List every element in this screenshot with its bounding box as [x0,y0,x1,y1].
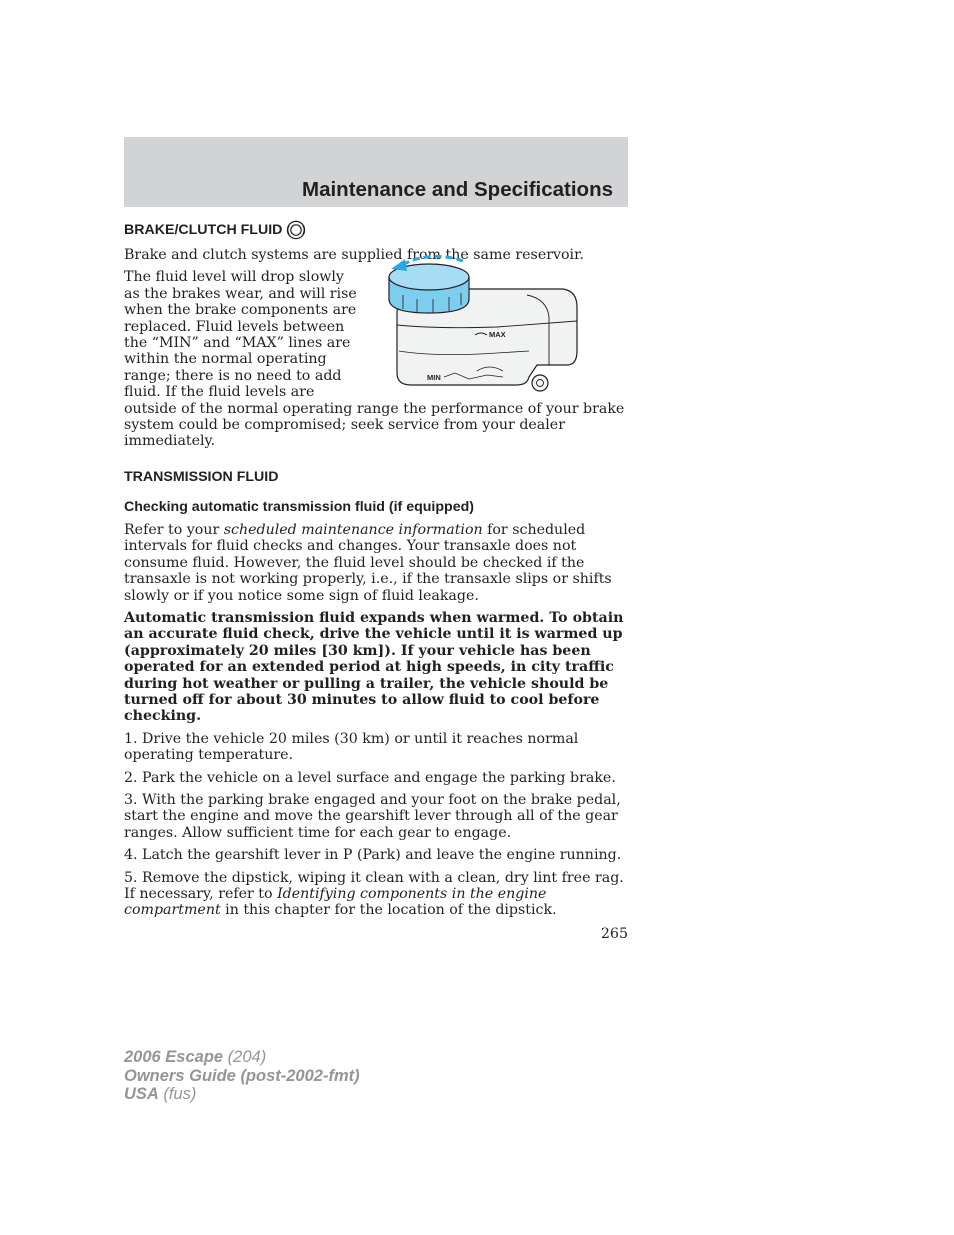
transmission-paragraph [124,522,629,604]
step-5 [124,870,629,919]
transmission-subheading: Checking automatic transmission fluid (if equipped) [124,498,474,515]
step-text: 5. Remove the dipstick, wiping it clean with a clean, dry lint free rag. If necessary, refer to [124,869,624,902]
footer-line-3 [124,1085,360,1104]
footer [124,1048,360,1104]
page-title: Maintenance and Specifications [302,178,613,201]
transmission-heading: TRANSMISSION FLUID [124,468,279,485]
warning-paragraph: Automatic transmission fluid expands when warmed. To obtain an accurate fluid check, drive the vehicle until it is warmed up (approximately 20 miles [30 km]). If your vehicle has been operated for an extended period at high speeds, in city traffic during hot weather or pulling a trailer, the vehicle should be turned off for about 30 minutes to allow fluid to cool before checking. [124,609,624,725]
brake-heading-text: BRAKE/CLUTCH FLUID [124,222,283,238]
para-text: for scheduled intervals for fluid checks and changes. Your transaxle does not consume fluid. However, the fluid level should be checked if the transaxle is not working properly, i.e., if the transaxle slips or shifts slowly or if you notice some sign of fluid leakage. [124,521,612,604]
step-2: 2. Park the vehicle on a level surface and engage the parking brake. [124,769,616,786]
maintenance-reference: scheduled maintenance information [223,521,483,538]
main-content [124,220,629,925]
footer-model: 2006 Escape [124,1048,224,1066]
footer-guide: Owners Guide (post-2002-fmt) [124,1066,360,1085]
footer-market: USA [124,1085,159,1103]
brake-body-wrap [124,269,629,455]
footer-line-1 [124,1048,360,1067]
engine-compartment-reference: Identifying components in the engine compartment [124,886,547,919]
step-3: 3. With the parking brake engaged and your foot on the brake pedal, start the engine and move the gearshift lever through all of the gear ranges. Allow sufficient time for each gear to engage. [124,791,621,841]
step-text: in this chapter for the location of the dipstick. [220,902,557,919]
brake-fluid-icon [286,220,306,240]
brake-body: The fluid level will drop slowly as the brakes wear, and will rise when the brake components are replaced. Fluid levels between the “MIN” and “MAX” lines are within the normal operating range; there is no need to add fluid. If the fluid levels are outside of the normal operating range the performance of your brake system could be compromised; seek service from your dealer immediately. [124,269,625,450]
brake-section-heading [124,220,629,240]
min-label: MIN [427,373,441,383]
step-1: 1. Drive the vehicle 20 miles (30 km) or until it reaches normal operating temperature. [124,730,579,764]
para-text: Refer to your [124,521,224,538]
max-label: MAX [489,330,506,340]
page-number: 265 [600,926,628,942]
header-band [124,137,628,207]
brake-reservoir-illustration [377,255,599,397]
brake-intro: Brake and clutch systems are supplied from the same reservoir. [124,247,584,263]
footer-market-code: (fus) [158,1085,197,1103]
step-4: 4. Latch the gearshift lever in P (Park) and leave the engine running. [124,847,622,864]
footer-line-2 [124,1067,360,1086]
footer-model-code: (204) [223,1048,267,1066]
